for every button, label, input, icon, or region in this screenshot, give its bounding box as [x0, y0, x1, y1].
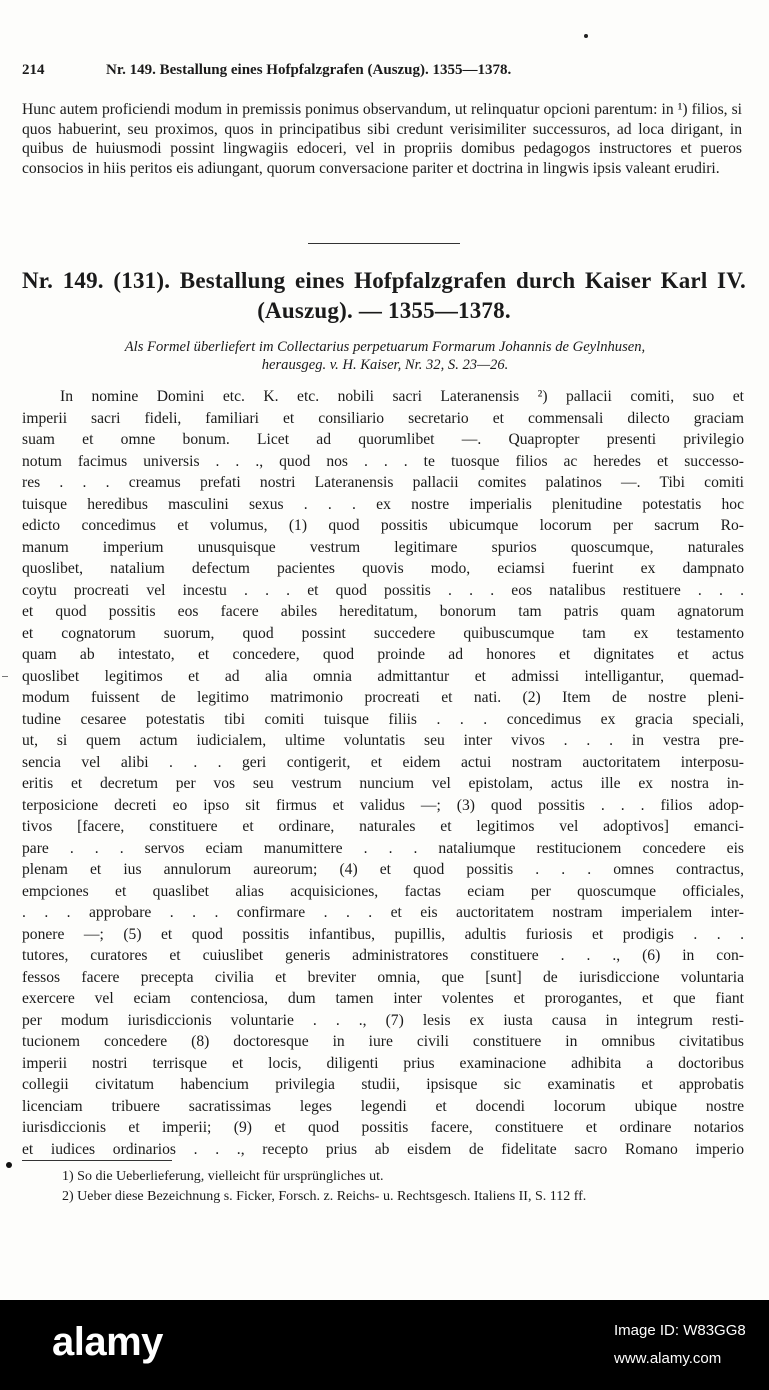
footnotes: [62, 1167, 752, 1207]
body-line: tucionem concedere (8) doctoresque in iure civili constituere in omnibus civitatibus: [22, 1033, 744, 1050]
body-line: plenam et ius annulorum aureorum; (4) et quod possitis . . . omnes contractus,: [22, 861, 744, 878]
body-line: tuisque heredibus masculini sexus . . . ex nostre imperialis plenitudine potestatis hoc: [22, 495, 744, 513]
margin-mark: [2, 676, 8, 677]
body-line: ponere —; (5) et quod possitis infantibus, pupillis, adultis furiosis et prodigis . . .: [22, 925, 744, 943]
body-line: sencia vel alibi . . . geri contigerit, et eidem actui nostram auctoritatem interposu-: [22, 753, 744, 771]
body-line: notum facimus universis . . ., quod nos . . . te tuosque filios ac heredes et successo-: [22, 452, 744, 470]
alamy-logo: alamy: [52, 1320, 163, 1364]
body-line: pare . . . servos eciam manumittere . . . nataliumque restitucionem concedere eis: [22, 839, 744, 857]
body-line: . . . approbare . . . confirmare . . . et eis auctoritatem nostram imperialem inter-: [22, 904, 744, 921]
document-title-line-1: Nr. 149. (131). Bestallung eines Hofpfalzgrafen durch Kaiser Karl IV.: [22, 268, 746, 293]
page-header: [22, 62, 742, 84]
body-line: terposicione decreti eo ipso sit firmus et validus —; (3) quod possitis . . . filios adop-: [22, 796, 744, 814]
footnote-divider: [22, 1160, 172, 1161]
body-line: iurisdiccionis et imperii; (9) et quod possitis facere, constituere et ordinare notarios: [22, 1119, 744, 1136]
running-title: Nr. 149. Bestallung eines Hofpfalzgrafen (Auszug). 1355—1378.: [106, 62, 512, 78]
body-line: imperii sacri fideli, familiari et consiliario secretario et commensali dilecto graciam: [22, 409, 744, 427]
body-line: eritis et decretum per vos seu vestrum nuncium vel epistolam, actus ille ex nostra in-: [22, 775, 744, 792]
body-line: et quod possitis eos facere abiles hereditatum, bonorum tam patris quam agnatorum: [22, 603, 744, 620]
body-line: quoslibet, natalium defectum pacientes quovis modo, eciamsi fuerint ex dampnato: [22, 560, 744, 577]
body-line: tivos [facere, constituere et ordinare, naturales et legitimos vel adoptivos] emanci-: [22, 818, 744, 835]
body-line: et cognatorum suorum, quod possint succedere quibuscumque tam ex testamento: [22, 624, 744, 642]
footnote-2: 2) Ueber diese Bezeichnung s. Ficker, Forsch. z. Reichs- u. Rechtsgesch. Italiens II, S. 112 ff.: [62, 1189, 587, 1204]
body-line: suam et omne bonum. Licet ad quorumlibet —. Quapropter presenti privilegio: [22, 431, 744, 448]
body-line: ut, si quem actum iudicialem, ultime voluntatis seu inter vivos . . . in vestra pre-: [22, 732, 744, 749]
body-line: collegii civitatum habencium privilegia studii, ipsisque sic examinatis et approbatis: [22, 1076, 744, 1093]
section-divider: [308, 243, 460, 244]
body-line: quoslibet legitimos et ad alia omnia admittantur et admissi intelligantur, quemad-: [22, 667, 744, 685]
previous-document-ending: Hunc autem proficiendi modum in premissis ponimus observandum, ut relinquatur opcioni parentum: in ¹) filios, si quos habuerint, seu proximos, quos in principatibus sibi credunt verisimiliter successuros, ad loca dirigant, in quibus de huiusmodi possint lingwagiis edoceri, vel in propriis domibus pedagogos instructores et pueros consocios in hiis peritos eis adiungant, quorum conversacione pariter et doctrina in lingwis ipsis valeant erudiri.: [22, 101, 742, 177]
body-line: manum imperium unusquisque vestrum legitimare spurios quoscumque, naturales: [22, 538, 744, 556]
print-speck: [584, 34, 588, 38]
document-title-line-2: (Auszug). — 1355—1378.: [257, 298, 511, 323]
margin-bullet: [6, 1162, 12, 1168]
body-line: quam ab intestato, et concedere, quod proinde ad honores et dignitates et actus: [22, 646, 744, 663]
body-line: per modum iurisdiccionis voluntarie . . ., (7) lesis ex iusta causa in integrum resti-: [22, 1011, 744, 1029]
source-note: [40, 338, 730, 374]
document-title: [22, 266, 746, 326]
body-line: fessos facere precepta civilia et breviter omnia, que [sunt] de iurisdiccione voluntaria: [22, 968, 744, 986]
watermark-url: www.alamy.com: [614, 1350, 722, 1367]
source-note-line-2: herausgeg. v. H. Kaiser, Nr. 32, S. 23—26.: [261, 357, 509, 373]
source-note-line-1: Als Formel überliefert im Collectarius perpetuarum Formarum Johannis de Geylnhusen,: [124, 339, 646, 355]
body-line: edicto concedimus et volumus, (1) quod possitis ubicumque locorum per sacrum Ro-: [22, 517, 744, 534]
body-line: modum fuissent de legitimo matrimonio procreati et nati. (2) Item de nostre pleni-: [22, 689, 744, 706]
body-line: et iudices ordinarios . . ., recepto prius ab eisdem de fidelitate sacro Romano imperio: [22, 1140, 744, 1158]
body-line: In nomine Domini etc. K. etc. nobili sacri Lateranensis ²) pallacii comiti, suo et: [60, 388, 744, 405]
body-line: exercere vel eciam contenciosa, dum tamen inter volentes et prorogantes, et que fiant: [22, 990, 744, 1007]
body-line: tudine cesaree potestatis tibi comiti tuisque filiis . . . concedimus ex gracia speciali,: [22, 710, 744, 728]
body-line: tutores, curatores et cuiuslibet generis administratores constituere . . ., (6) in con-: [22, 947, 744, 964]
page-number: 214: [22, 62, 45, 78]
body-line: licenciam tribuere sacratissimas leges legendi et docendi locorum ubique nostre: [22, 1097, 744, 1115]
body-line: imperii nostri terrisque et locis, diligenti prius examinacione adhibita a doctoribus: [22, 1054, 744, 1072]
footnote-1: 1) So die Ueberlieferung, vielleicht für ursprüngliches ut.: [62, 1169, 384, 1184]
body-line: coytu procreati vel incestu . . . et quod possitis . . . eos natalibus restituere . . .: [22, 581, 744, 599]
image-id-label: Image ID: W83GG8: [614, 1322, 746, 1339]
document-body: [22, 386, 744, 1160]
body-line: empciones et quaslibet alias acquisiciones, factas eciam per quoscumque officiales,: [22, 882, 744, 900]
stock-watermark-bar: [0, 1300, 769, 1390]
body-line: res . . . creamus prefati nostri Lateranensis pallacii comites palatinos —. Tibi comiti: [22, 474, 744, 491]
